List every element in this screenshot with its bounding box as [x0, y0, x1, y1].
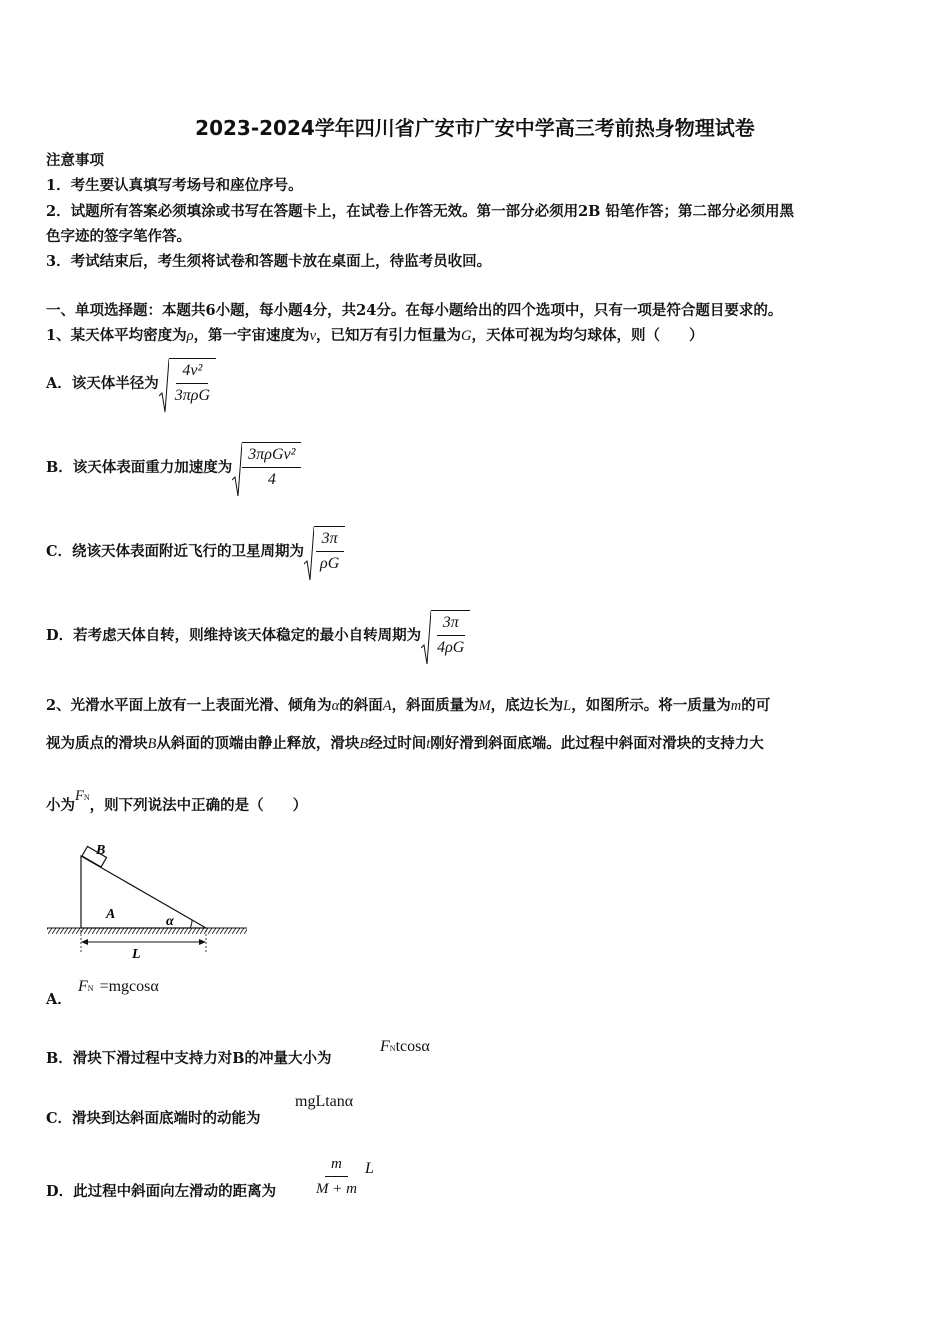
- question-1-stem: 1、某天体平均密度为ρ，第一宇宙速度为v，已知万有引力恒量为G，天体可视为均匀球体，则（ ）: [46, 327, 704, 344]
- option-a-label: A．: [46, 991, 72, 1008]
- radical-sign: [232, 442, 242, 498]
- ground-hatch: [47, 928, 247, 934]
- fraction-numerator: m: [325, 1154, 348, 1177]
- notice-heading: 注意事项: [46, 152, 104, 169]
- angle-arc: [190, 920, 192, 928]
- fraction-denominator: 4ρG: [437, 639, 465, 656]
- option-d-expression: $\frac{m}{M + m}$ L: [310, 1154, 374, 1199]
- option-c-label: C．绕该天体表面附近飞行的卫星周期为: [46, 542, 305, 560]
- question-2-option-c[interactable]: [46, 1107, 261, 1128]
- notice-item-3: 3．考试结束后，考生须将试卷和答题卡放在桌面上，待监考员收回。: [46, 253, 492, 270]
- label-l: L: [132, 947, 141, 962]
- option-c-label: C．滑块到达斜面底端时的动能为: [46, 1110, 261, 1127]
- sqrt-expression: [159, 358, 216, 406]
- section-heading: 一、单项选择题：本题共6小题，每小题4分，共24分。在每小题给出的四个选项中，只有一项是符合题目要求的。: [46, 302, 783, 319]
- question-1-option-d[interactable]: [46, 610, 470, 658]
- question-2-option-d[interactable]: [46, 1180, 276, 1201]
- option-a-label: A．该天体半径为: [46, 374, 159, 392]
- incline-diagram: [44, 838, 254, 964]
- fraction-numerator: 3πρGv²: [242, 445, 301, 468]
- option-a-expression: FN =mgcosα: [78, 978, 159, 995]
- notice-item-2-line-1: 2．试题所有答案必须填涂或书写在答题卡上，在试卷上作答无效。第一部分必须用2B 铅笔作答；第二部分必须用黑: [46, 203, 794, 220]
- question-2-option-a[interactable]: [46, 988, 72, 1009]
- sqrt-expression: [304, 526, 345, 574]
- dimension-arrow-right: [199, 939, 206, 945]
- sqrt-expression: [232, 442, 301, 490]
- fraction-numerator: 3π: [437, 613, 465, 636]
- fraction-denominator: M + m: [316, 1181, 357, 1197]
- dimension-arrow-left: [81, 939, 88, 945]
- label-alpha: α: [166, 914, 174, 929]
- label-b: B: [96, 843, 106, 858]
- option-b-label: B．滑块下滑过程中支持力对B的冲量大小为: [46, 1050, 332, 1067]
- fraction-numerator: 4v²: [176, 361, 208, 384]
- question-2-option-b[interactable]: [46, 1047, 332, 1068]
- option-b-expression: FNtcosα: [380, 1038, 430, 1055]
- sqrt-expression: [421, 610, 470, 658]
- label-a: A: [106, 907, 116, 922]
- fraction-denominator: 4: [267, 471, 276, 488]
- page-title: 2023-2024学年四川省广安市广安中学高三考前热身物理试卷: [195, 116, 755, 140]
- radical-sign: [304, 526, 314, 582]
- notice-item-1: 1．考生要认真填写考场号和座位序号。: [46, 177, 303, 194]
- question-2-stem-line-3: 小为FN，则下列说法中正确的是（ ）: [46, 788, 308, 814]
- question-1-option-a[interactable]: [46, 358, 216, 406]
- notice-item-2-line-2: 色字迹的签字笔作答。: [46, 228, 191, 245]
- question-1-option-c[interactable]: [46, 526, 345, 574]
- question-2-stem-line-2: 视为质点的滑块B从斜面的顶端由静止释放，滑块B经过时间t刚好滑到斜面底端。此过程中斜面对滑块的支持力大: [46, 735, 764, 752]
- fraction-denominator: ρG: [320, 555, 340, 572]
- option-c-expression: mgLtanα: [295, 1093, 354, 1110]
- fraction-numerator: 3π: [316, 529, 344, 552]
- radical-sign: [421, 610, 431, 666]
- option-b-label: B．该天体表面重力加速度为: [46, 458, 233, 476]
- fraction-denominator: 3πρG: [174, 387, 210, 404]
- question-2-stem-line-1: 2、光滑水平面上放有一上表面光滑、倾角为α的斜面A，斜面质量为M，底边长为L，如图所示。将一质量为m的可: [46, 697, 771, 714]
- option-d-label: D．此过程中斜面向左滑动的距离为: [46, 1183, 277, 1200]
- option-d-label: D．若考虑天体自转，则维持该天体稳定的最小自转周期为: [46, 626, 422, 644]
- question-1-option-b[interactable]: [46, 442, 301, 490]
- radical-sign: [159, 358, 169, 414]
